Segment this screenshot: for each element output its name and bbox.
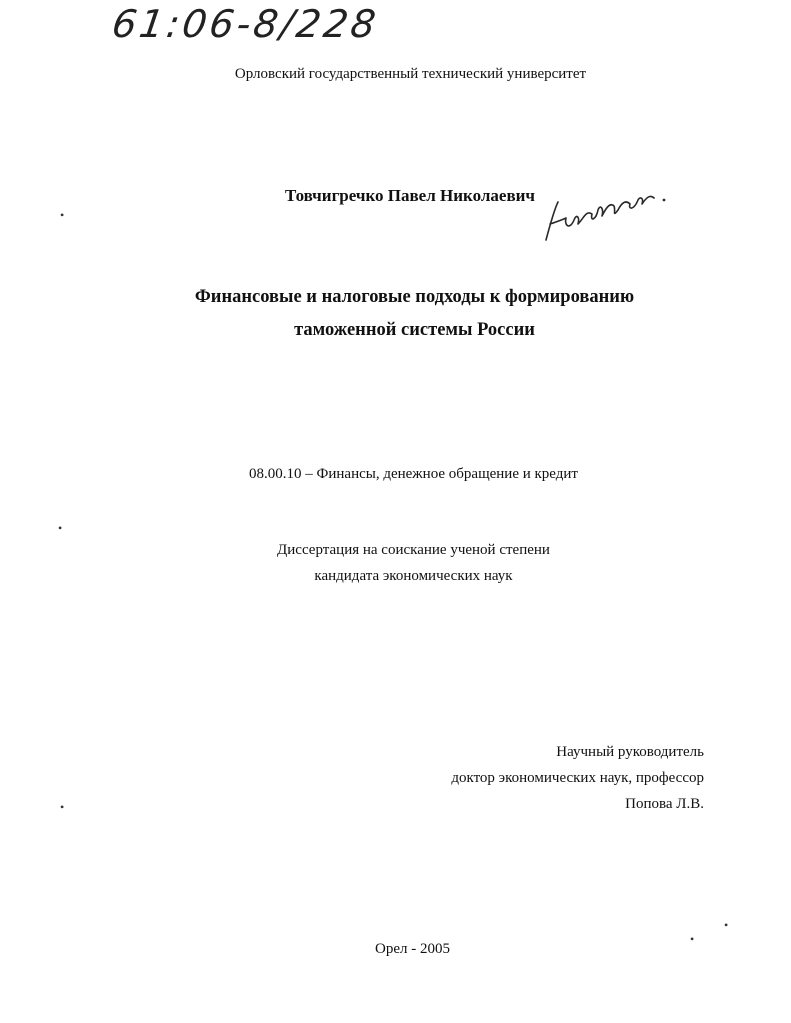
catalog-stamp: 61:06-8/228 xyxy=(109,2,382,46)
handwritten-signature xyxy=(540,180,670,250)
advisor-name: Попова Л.В. xyxy=(625,796,704,812)
university-name: Орловский государственный технический университет xyxy=(234,66,587,82)
advisor-title: доктор экономических наук, профессор xyxy=(451,770,704,786)
degree-line-2: кандидата экономических наук xyxy=(314,568,513,584)
place-year: Орел - 2005 xyxy=(375,941,450,957)
dissertation-title-line-1: Финансовые и налоговые подходы к формированию xyxy=(194,287,635,307)
specialty-code: 08.00.10 – Финансы, денежное обращение и кредит xyxy=(249,466,578,482)
scan-mark: • xyxy=(724,918,729,932)
scan-mark: • xyxy=(60,800,65,814)
scan-mark: • xyxy=(60,208,65,222)
dissertation-title-line-2: таможенной системы России xyxy=(294,320,535,340)
scan-mark: • xyxy=(690,932,695,946)
advisor-label: Научный руководитель xyxy=(556,744,704,760)
degree-line-1: Диссертация на соискание ученой степени xyxy=(277,542,550,558)
author-name: Товчигречко Павел Николаевич xyxy=(285,186,536,205)
scan-mark: • xyxy=(58,521,63,535)
